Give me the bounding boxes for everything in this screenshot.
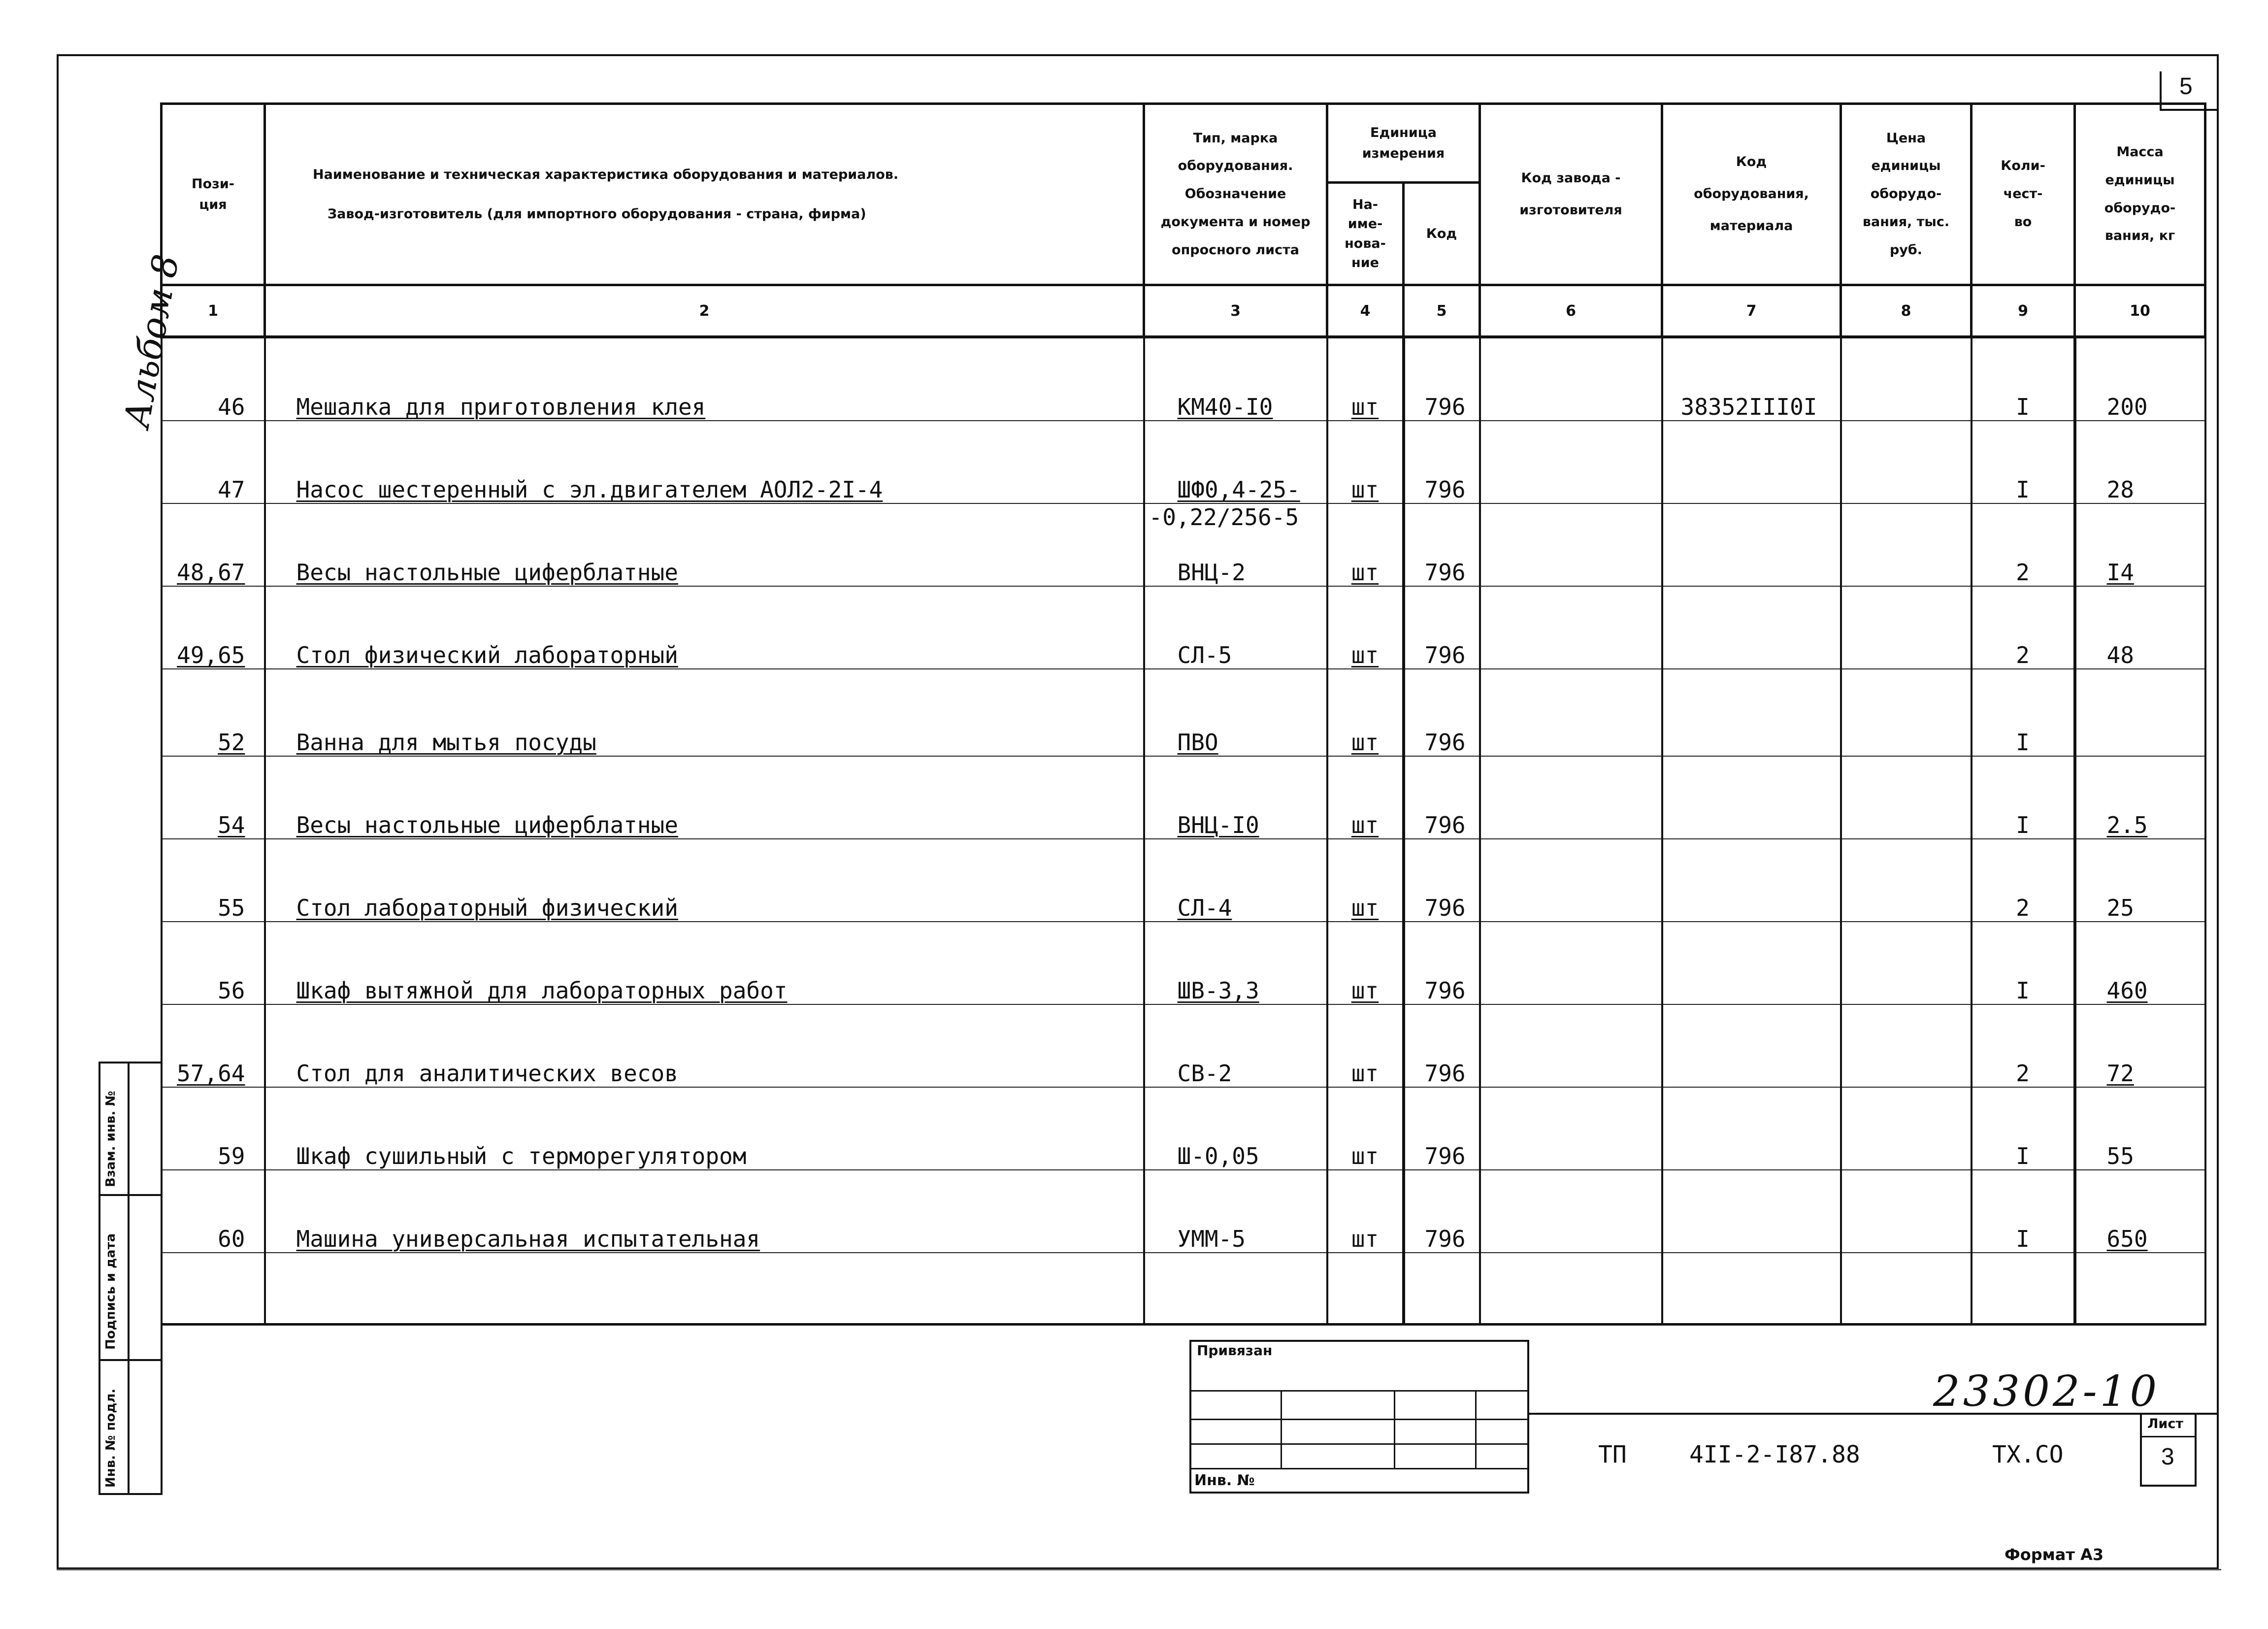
row-quantity: I	[1972, 1116, 2075, 1170]
blank-row	[162, 839, 2205, 868]
list-number: 3	[2161, 1444, 2174, 1470]
row-price	[1841, 450, 1972, 503]
row-price	[1841, 615, 1972, 669]
row-mass: 28	[2075, 450, 2205, 503]
row-position: 55	[162, 868, 265, 922]
row-unit: шт	[1327, 702, 1404, 756]
row-unit: шт	[1327, 785, 1404, 839]
row-factory-code	[1480, 1033, 1662, 1087]
side-stamp-inv: Инв. № подл.	[103, 1388, 118, 1488]
row-unit: шт	[1327, 615, 1404, 669]
sheet-number: 5	[2179, 73, 2193, 100]
table-row	[162, 1033, 2205, 1087]
table-row	[162, 951, 2205, 1004]
row-quantity: 2	[1972, 868, 2075, 922]
column-number: 9	[1972, 285, 2075, 337]
row-price	[1841, 1116, 1972, 1170]
table-row	[162, 615, 2205, 669]
row-unit-code: 796	[1404, 1033, 1480, 1087]
side-stamp-divider	[100, 1359, 161, 1361]
row-quantity: 2	[1972, 532, 2075, 586]
row-equipment-code	[1662, 868, 1841, 922]
row-unit: шт	[1327, 1116, 1404, 1170]
row-position: 60	[162, 1199, 265, 1253]
header-unit-code: Код	[1404, 183, 1480, 285]
row-mass: 2.5	[2075, 785, 2205, 839]
title-project-number: 4II-2-I87.88	[1689, 1441, 1860, 1468]
row-factory-code	[1480, 785, 1662, 839]
column-number: 7	[1662, 285, 1841, 337]
binding-stamp-line	[1189, 1419, 1529, 1420]
row-mass: 460	[2075, 951, 2205, 1004]
blank-row	[162, 1253, 2205, 1282]
specification-table	[160, 102, 2206, 1326]
row-name: Весы настольные циферблатные	[265, 532, 1144, 586]
column-number: 8	[1841, 285, 1972, 337]
blank-row	[162, 337, 2205, 367]
row-price	[1841, 367, 1972, 421]
row-unit: шт	[1327, 868, 1404, 922]
header-equipment-code: Код оборудования, материала	[1662, 104, 1841, 285]
blank-row	[162, 756, 2205, 785]
row-factory-code	[1480, 1116, 1662, 1170]
column-number: 6	[1480, 285, 1662, 337]
binding-stamp-line	[1189, 1443, 1529, 1445]
row-position: 54	[162, 785, 265, 839]
row-unit: шт	[1327, 367, 1404, 421]
side-stamp-podpis: Подпись и дата	[103, 1233, 118, 1350]
blank-row	[162, 922, 2205, 951]
row-continuation	[162, 503, 2205, 532]
row-equipment-code	[1662, 1199, 1841, 1253]
row-quantity: I	[1972, 450, 2075, 503]
row-position: 57,64	[162, 1033, 265, 1087]
row-type: КМ40-I0	[1144, 367, 1327, 421]
header-price: Цена единицы оборудо-вания, тыс. руб.	[1841, 104, 1972, 285]
header-factory-code: Код завода - изготовителя	[1480, 104, 1662, 285]
row-factory-code	[1480, 868, 1662, 922]
header-unit-name: На- име- нова- ние	[1327, 183, 1404, 285]
list-box-line	[2140, 1436, 2197, 1437]
binding-stamp-inv: Инв. №	[1194, 1472, 1255, 1489]
column-number: 3	[1144, 285, 1327, 337]
row-unit-code: 796	[1404, 1199, 1480, 1253]
binding-stamp-line	[1394, 1390, 1395, 1468]
row-price	[1841, 702, 1972, 756]
binding-stamp-line	[1189, 1390, 1529, 1392]
row-position: 49,65	[162, 615, 265, 669]
table-row	[162, 532, 2205, 586]
row-unit-code: 796	[1404, 450, 1480, 503]
table-row	[162, 367, 2205, 421]
row-type: СВ-2	[1144, 1033, 1327, 1087]
row-equipment-code	[1662, 615, 1841, 669]
table-row	[162, 868, 2205, 922]
row-type-continued: -0,22/256-5	[1144, 503, 1327, 532]
row-equipment-code	[1662, 951, 1841, 1004]
row-position: 52	[162, 702, 265, 756]
row-type: СЛ-4	[1144, 868, 1327, 922]
row-factory-code	[1480, 367, 1662, 421]
row-factory-code	[1480, 450, 1662, 503]
row-type: ВНЦ-I0	[1144, 785, 1327, 839]
row-mass: 72	[2075, 1033, 2205, 1087]
table-row	[162, 1116, 2205, 1170]
header-mass: Масса единицы оборудо-вания, кг	[2075, 104, 2205, 285]
header-name-line2: Завод-изготовитель (для импортного оборудования - страна, фирма)	[328, 206, 866, 222]
row-equipment-code	[1662, 532, 1841, 586]
row-equipment-code	[1662, 450, 1841, 503]
table-row	[162, 702, 2205, 756]
table-row	[162, 1199, 2205, 1253]
header-unit-group: Единица измерения	[1327, 104, 1480, 183]
row-equipment-code: 38352III0I	[1662, 367, 1841, 421]
row-name: Шкаф вытяжной для лабораторных работ	[265, 951, 1144, 1004]
album-label: Альбом 8	[116, 251, 187, 431]
row-mass: 55	[2075, 1116, 2205, 1170]
side-stamp-divider	[100, 1194, 161, 1196]
row-quantity: I	[1972, 785, 2075, 839]
blank-row	[162, 1087, 2205, 1116]
row-unit-code: 796	[1404, 615, 1480, 669]
row-price	[1841, 1199, 1972, 1253]
row-unit-code: 796	[1404, 367, 1480, 421]
row-equipment-code	[1662, 1033, 1841, 1087]
column-number: 1	[162, 285, 265, 337]
row-name: Стол физический лабораторный	[265, 615, 1144, 669]
row-unit-code: 796	[1404, 1116, 1480, 1170]
row-type: СЛ-5	[1144, 615, 1327, 669]
header-position: Пози- ция	[162, 104, 265, 285]
row-factory-code	[1480, 951, 1662, 1004]
row-quantity: I	[1972, 702, 2075, 756]
binding-stamp-label: Привязан	[1197, 1342, 1273, 1359]
table-row	[162, 785, 2205, 839]
row-mass: 200	[2075, 367, 2205, 421]
header-name	[265, 104, 1144, 285]
side-stamp-vzam: Взам. инв. №	[103, 1091, 118, 1187]
row-name: Шкаф сушильный с терморегулятором	[265, 1116, 1144, 1170]
row-equipment-code	[1662, 702, 1841, 756]
side-stamp-divider	[128, 1064, 130, 1493]
header-name-line1: Наименование и техническая характеристика оборудования и материалов.	[313, 166, 899, 182]
handwritten-doc-code: 23302-10	[1933, 1367, 2160, 1416]
row-mass: I4	[2075, 532, 2205, 586]
column-number-row	[162, 285, 2205, 337]
row-unit-code: 796	[1404, 532, 1480, 586]
row-unit-code: 796	[1404, 785, 1480, 839]
row-unit: шт	[1327, 1199, 1404, 1253]
row-name: Стол для аналитических весов	[265, 1033, 1144, 1087]
row-price	[1841, 785, 1972, 839]
header-type: Тип, марка оборудования. Обозначение документа и номер опросного листа	[1144, 104, 1327, 285]
row-factory-code	[1480, 702, 1662, 756]
table-header-row	[162, 104, 2205, 183]
row-quantity: I	[1972, 951, 2075, 1004]
title-section: ТХ.СО	[1992, 1441, 2064, 1468]
table-row	[162, 450, 2205, 503]
blank-row	[162, 421, 2205, 450]
blank-row	[162, 1170, 2205, 1199]
column-number: 2	[265, 285, 1144, 337]
row-equipment-code	[1662, 1116, 1841, 1170]
row-price	[1841, 532, 1972, 586]
row-mass	[2075, 702, 2205, 756]
row-position: 56	[162, 951, 265, 1004]
column-number: 4	[1327, 285, 1404, 337]
row-unit: шт	[1327, 951, 1404, 1004]
header-quantity: Коли- чест- во	[1972, 104, 2075, 285]
row-name: Ванна для мытья посуды	[265, 702, 1144, 756]
row-factory-code	[1480, 1199, 1662, 1253]
row-quantity: I	[1972, 1199, 2075, 1253]
row-position: 59	[162, 1116, 265, 1170]
row-equipment-code	[1662, 785, 1841, 839]
row-type: УММ-5	[1144, 1199, 1327, 1253]
row-unit: шт	[1327, 1033, 1404, 1087]
row-price	[1841, 1033, 1972, 1087]
row-unit: шт	[1327, 450, 1404, 503]
blank-row	[162, 669, 2205, 702]
column-number: 5	[1404, 285, 1480, 337]
row-quantity: 2	[1972, 1033, 2075, 1087]
row-name: Насос шестеренный с эл.двигателем АОЛ2-2I-4	[265, 450, 1144, 503]
row-unit-code: 796	[1404, 868, 1480, 922]
blank-row	[162, 586, 2205, 615]
row-position: 48,67	[162, 532, 265, 586]
binding-stamp-line	[1475, 1390, 1477, 1468]
row-price	[1841, 951, 1972, 1004]
row-factory-code	[1480, 615, 1662, 669]
row-position: 47	[162, 450, 265, 503]
row-unit-code: 796	[1404, 702, 1480, 756]
row-name: Весы настольные циферблатные	[265, 785, 1144, 839]
row-type: ВНЦ-2	[1144, 532, 1327, 586]
title-tp: ТП	[1598, 1441, 1627, 1468]
column-number: 10	[2075, 285, 2205, 337]
row-price	[1841, 868, 1972, 922]
row-mass: 25	[2075, 868, 2205, 922]
row-quantity: 2	[1972, 615, 2075, 669]
row-type: ШВ-3,3	[1144, 951, 1327, 1004]
list-label: Лист	[2147, 1416, 2183, 1431]
format-label: Формат A3	[2005, 1545, 2104, 1564]
row-factory-code	[1480, 532, 1662, 586]
row-position: 46	[162, 367, 265, 421]
row-unit-code: 796	[1404, 951, 1480, 1004]
row-mass: 48	[2075, 615, 2205, 669]
row-mass: 650	[2075, 1199, 2205, 1253]
row-quantity: I	[1972, 367, 2075, 421]
row-name: Мешалка для приготовления клея	[265, 367, 1144, 421]
row-type: Ш-0,05	[1144, 1116, 1327, 1170]
blank-row	[162, 1282, 2205, 1324]
blank-row	[162, 1004, 2205, 1033]
row-name: Машина универсальная испытательная	[265, 1199, 1144, 1253]
binding-stamp-line	[1189, 1468, 1529, 1469]
binding-stamp-line	[1281, 1390, 1282, 1468]
row-type: ШФ0,4-25-	[1144, 450, 1327, 503]
binding-stamp	[1189, 1340, 1529, 1494]
row-type: ПВО	[1144, 702, 1327, 756]
row-unit: шт	[1327, 532, 1404, 586]
row-name: Стол лабораторный физический	[265, 868, 1144, 922]
cut-line	[57, 1569, 2221, 1570]
